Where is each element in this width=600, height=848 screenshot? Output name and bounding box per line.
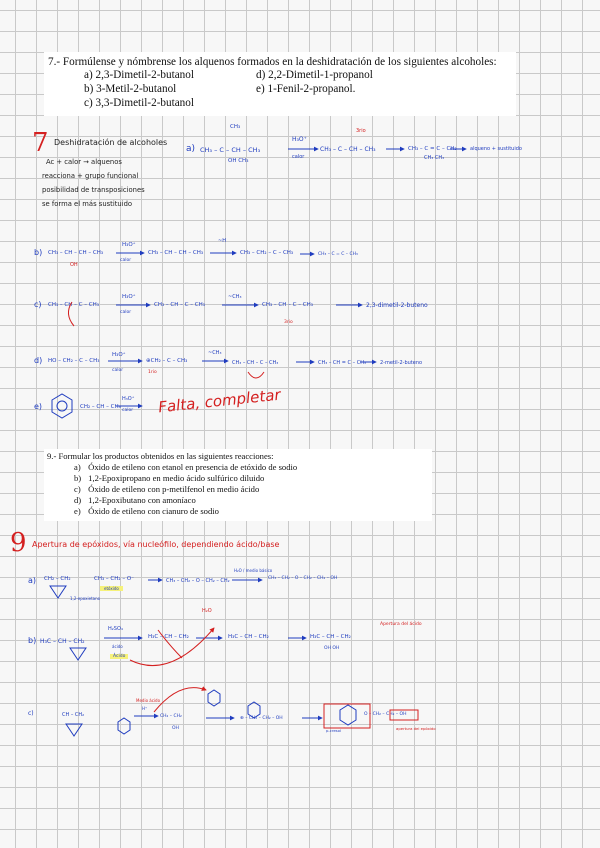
reaction-7a-product-name: alqueno + sustituido	[470, 146, 522, 152]
reaction-9a-nucleophile-tag: etóxido	[100, 586, 123, 591]
problem-7-item-b: b) 3-Metil-2-butanol	[84, 83, 177, 95]
reaction-7a-reagent-bottom: calor	[292, 154, 305, 160]
problem-7-item-e: e) 1-Fenil-2-propanol.	[256, 83, 356, 95]
problem-9-item-b-text: 1,2-Epoxipropano en medio ácido sulfúrico diluido	[88, 473, 265, 483]
reaction-9a-intermediate: CH₃ – CH₂ – O – CH₂ – CH₂	[166, 578, 230, 584]
reaction-9b-note: Apertura del ácido	[380, 622, 422, 627]
problem-7-item-c: c) 3,3-Dimetil-2-butanol	[84, 97, 194, 109]
notes-9-heading: Apertura de epóxidos, vía nucleófilo, dependiendo ácido/base	[32, 540, 280, 549]
reaction-9c-reagent-top: Medio ácido	[136, 698, 161, 703]
reaction-9c-intermediate: CH₂ – CH₂	[160, 714, 182, 719]
reaction-9a-nucleophile: CH₃ – CH₂ – O⁻	[94, 576, 135, 582]
reaction-7a-reactant-bottom: OH CH₃	[228, 158, 249, 164]
reaction-9c-intermediate-bottom: OH	[172, 726, 179, 731]
curved-line-9b	[158, 630, 182, 658]
reaction-7c-shift: ~CH₃	[228, 294, 242, 300]
notes-7-line-2: reacciona + grupo funcional	[42, 172, 139, 180]
reaction-7e-reagent-top: H₃O⁺	[122, 396, 135, 402]
reaction-9b-reactant: H₃C – CH – CH₂	[40, 638, 85, 645]
reaction-7b-product: CH₃ – C = C – CH₃	[318, 252, 358, 257]
reaction-7d-product: CH₃ – CH = C – CH₃	[318, 360, 366, 366]
reaction-7c-product-name: 2,3-dimetil-2-buteno	[366, 302, 428, 309]
notes-9-number: 9	[10, 528, 27, 558]
reaction-9b-product: H₃C – CH – CH₂	[310, 634, 351, 640]
reaction-7a-reactant: CH₃ – C – CH – CH₃	[200, 146, 261, 154]
reaction-7e-note: Falta, completar	[157, 385, 282, 417]
problem-9-item-c-letter: c)	[74, 484, 81, 494]
benzene-ring-7e	[52, 394, 72, 418]
epoxide-9b	[70, 648, 86, 660]
reaction-7b-intermediate: CH₃ – CH – CH – CH₃	[148, 250, 204, 256]
reaction-7c-intermediate: CH₃ – CH – C – CH₃	[154, 302, 205, 308]
reaction-7d-product-name: 2-metil-2-buteno	[380, 360, 423, 366]
reaction-7b-carbocation: CH₃ – CH₂ – C – CH₃	[240, 250, 294, 256]
notes-7-line-1: Ac + calor → alquenos	[46, 158, 122, 166]
reaction-9b-reagent-top: H₂SO₄	[108, 626, 123, 632]
reaction-7d-carbocation: CH₃ – CH – C – CH₃	[232, 360, 279, 366]
problem-7-item-d: d) 2,2-Dimetil-1-propanol	[256, 69, 373, 81]
reaction-9b-water: H₂O	[202, 608, 212, 614]
reaction-7c-reactant: CH₃ – CH – C – CH₃	[48, 302, 99, 308]
problem-7-title: 7.- Formúlense y nómbrense los alquenos formados en la deshidratación de los siguientes alcoholes:	[48, 56, 497, 68]
reaction-7c-label: c)	[34, 300, 42, 309]
reaction-9c-tag-1: p-cresol	[326, 728, 342, 733]
reaction-7c-reagent-bottom: calor	[120, 310, 132, 315]
reaction-9c-product: ⊕ – CH₂ – CH₂ – OH	[240, 716, 283, 721]
curved-arrow-7c	[68, 302, 74, 326]
reaction-7d-label: d)	[34, 356, 43, 365]
reaction-9b-product-bottom: OH OH	[324, 646, 340, 651]
reaction-9b-acid-tag: Ácido	[110, 654, 128, 659]
reaction-7b-reactant: CH₃ – CH – CH – CH₃	[48, 250, 104, 256]
reaction-7b-reactant-bottom: OH	[70, 262, 78, 268]
reaction-7e-label: e)	[34, 402, 43, 411]
reaction-7a-reagent-top: H₃O⁺	[292, 136, 307, 143]
reaction-7a-note: 3rio	[356, 128, 366, 134]
curved-arrow-9c	[154, 688, 206, 712]
reaction-7e-reactant: CH₂ – CH – CH₃	[80, 404, 121, 410]
notes-7-number: 7	[32, 128, 49, 158]
reaction-9a-reactant-note: 1,2-epoxietano	[70, 596, 101, 601]
epoxide-9a	[50, 586, 66, 598]
reaction-9c-reagent-bottom: H⁺	[142, 706, 148, 711]
reaction-9b-label: b)	[28, 636, 37, 645]
benzene-ring-9c-3	[248, 702, 260, 718]
notes-7-heading: Deshidratación de alcoholes	[54, 138, 168, 147]
reaction-7d-reagent-top: H₃O⁺	[112, 352, 126, 358]
problem-9-item-e-text: Óxido de etileno con cianuro de sodio	[88, 506, 219, 516]
problem-9-item-e-letter: e)	[74, 506, 81, 516]
reaction-9c-final: O – CH₂ – CH₂ – OH	[364, 712, 407, 717]
reaction-7d-intermediate: ⊕CH₂ – C – CH₃	[146, 358, 188, 364]
benzene-ring-9c-4	[340, 705, 356, 725]
reaction-7b-reagent-top: H₃O⁺	[122, 242, 136, 248]
reaction-7b-shift: ~H	[218, 238, 226, 244]
reaction-7a-reactant-top: CH₃	[230, 124, 241, 130]
problem-9-title: 9.- Formular los productos obtenidos en las siguientes reacciones:	[47, 451, 274, 461]
reaction-7d-reagent-bottom: calor	[112, 368, 124, 373]
reaction-9b-cation: H₃C – CH – CH₂	[228, 634, 269, 640]
curved-arrow-7d	[248, 372, 264, 378]
reaction-9c-label: c)	[28, 710, 34, 717]
reaction-9c-reactant: CH – CH₂	[62, 712, 85, 718]
benzene-ring-9c-2	[208, 690, 220, 706]
problem-9-item-c-text: Óxido de etileno con p-metilfenol en medio ácido	[88, 484, 260, 494]
problem-9-item-b-letter: b)	[74, 473, 82, 483]
reaction-7b-reagent-bottom: calor	[120, 258, 132, 263]
reaction-9a-product: CH₃ – CH₂ – O – CH₂ – CH₂ – OH	[268, 576, 338, 581]
problem-9-item-a-text: Óxido de etileno con etanol en presencia de etóxido de sodio	[88, 462, 298, 472]
reaction-7a-intermediate: CH₃ – C – CH – CH₃	[320, 146, 376, 153]
reaction-9a-reagent: H₂O / medio básico	[234, 568, 273, 573]
reaction-9a-label: a)	[28, 576, 37, 585]
problem-7-item-a: a) 2,3-Dimetil-2-butanol	[84, 69, 194, 81]
reaction-9b-reagent-bottom: ácido	[112, 644, 123, 649]
reaction-7e-reagent-bottom: calor	[122, 408, 134, 413]
benzene-circle-7e	[57, 401, 67, 411]
box-9c-tail	[390, 710, 418, 720]
reaction-7d-note: 1rio	[148, 370, 157, 375]
reaction-7a-product: CH₃ – C = C – CH₃	[408, 146, 457, 152]
reaction-7d-reactant: HO – CH₂ – C – CH₃	[48, 358, 100, 364]
reaction-7b-label: b)	[34, 248, 43, 257]
reaction-7a-label: a)	[186, 144, 196, 154]
problem-9-item-d-letter: d)	[74, 495, 82, 505]
benzene-ring-9c-1	[118, 718, 130, 734]
reaction-7a-product-bottom: CH₃ CH₃	[424, 155, 445, 161]
notes-7-line-3: posibilidad de transposiciones	[42, 186, 145, 194]
problem-9-item-d-text: 1,2-Epoxibutano con amoníaco	[88, 495, 196, 505]
reaction-9b-intermediate: H₃C – CH – CH₂	[148, 634, 189, 640]
problem-9-item-a-letter: a)	[74, 462, 81, 472]
reaction-9a-reactant: CH₂ – CH₂	[44, 576, 71, 582]
reaction-7c-reagent-top: H₃O⁺	[122, 294, 136, 300]
notes-7-line-4: se forma el más sustituido	[42, 200, 133, 208]
reaction-7d-shift: ~CH₃	[208, 350, 222, 356]
reaction-7c-note: 3rio	[284, 320, 293, 325]
reaction-7c-carbocation: CH₃ – CH – C – CH₃	[262, 302, 313, 308]
epoxide-9c	[66, 724, 82, 736]
reaction-9c-tag-2: apertura del epóxido	[396, 726, 436, 731]
